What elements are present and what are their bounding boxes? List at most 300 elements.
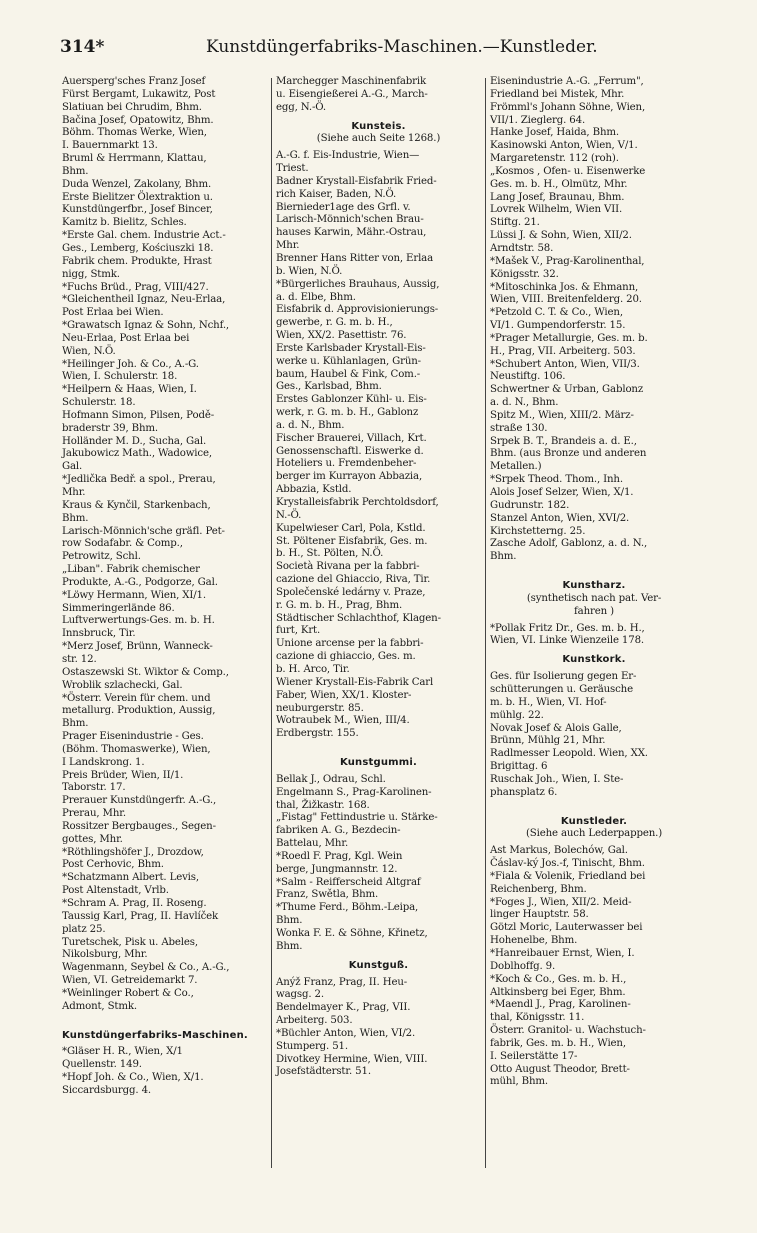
running-title: Kunstdüngerfabriks-Maschinen.—Kunstleder. xyxy=(206,37,598,57)
entry-line: *Srpek Theod. Thom., Inh. xyxy=(490,474,623,486)
entry-line: Biernieder1age des Grfl. v. xyxy=(276,201,411,213)
entry-line: Gal. xyxy=(62,461,83,473)
entry-line: b. Wien, N.Ö. xyxy=(276,265,343,277)
entry-line: *Thume Ferd., Böhm.-Leipa, xyxy=(276,902,419,914)
directory-entry xyxy=(276,202,481,253)
directory-entry xyxy=(62,474,267,500)
section-title: Kunstgummi. xyxy=(339,757,418,769)
directory-entry xyxy=(490,436,698,475)
directory-entry xyxy=(276,76,481,115)
entry-line: Post Cerhovic, Bhm. xyxy=(62,859,164,871)
entry-line: Fabrik chem. Produkte, Hrast xyxy=(62,255,212,267)
entry-line: *Prager Metallurgie, Ges. m. b. xyxy=(490,332,648,344)
entry-line: Mhr. xyxy=(62,487,86,498)
entry-line: Zasche Adolf, Gablonz, a. d. N., xyxy=(490,538,648,550)
entry-line: row Sodafabr. & Comp., xyxy=(62,538,183,550)
entry-line: Luftverwertungs-Ges. m. b. H. xyxy=(62,615,215,627)
entry-line: Wien, I. Schulerstr. 18. xyxy=(62,371,178,383)
entry-line: Divotkey Hermine, Wien, VIII. xyxy=(276,1053,428,1065)
entry-line: mühl, Bhm. xyxy=(490,1076,548,1088)
entry-line: hauses Karwin, Mähr.-Ostrau, xyxy=(276,227,427,239)
entry-line: m. b. H., Wien, VI. Hof- xyxy=(490,696,607,708)
entry-line: Erdbergstr. 155. xyxy=(276,728,359,740)
entry-line: Società Rivana per la fabbri- xyxy=(276,561,420,573)
entry-line: egg, N.-Ö. xyxy=(276,101,326,113)
entry-line: Ges. für Isolierung gegen Er- xyxy=(490,671,637,683)
directory-entry xyxy=(490,127,698,140)
entry-line: Metallen.) xyxy=(490,461,542,473)
entry-line: *Salm - Reifferscheid Altgraf xyxy=(276,876,421,888)
entry-line: wagsg. 2. xyxy=(276,989,324,1001)
entry-line: Bhm. xyxy=(62,718,89,730)
entry-line: Wien, XX/2. Pasettistr. 76. xyxy=(276,330,407,342)
entry-line: *Bürgerliches Brauhaus, Aussig, xyxy=(276,278,440,290)
entry-line: *Weinlinger Robert & Co., xyxy=(62,987,194,999)
entry-line: Ges., Lemberg, Kościuszki 18. xyxy=(62,242,214,254)
entry-line: Reichenberg, Bhm. xyxy=(490,883,587,895)
section-kunstduengerfabriks-maschinen xyxy=(62,1020,267,1043)
entry-line: I Landskrong. 1. xyxy=(62,756,145,768)
directory-entry xyxy=(276,787,481,813)
section-title: Kunsteis. xyxy=(351,120,406,132)
entry-line: Larisch-Mönnich'sche gräfl. Pet- xyxy=(62,525,225,537)
directory-entry xyxy=(490,845,698,858)
entry-line: Brünn, Mühlg 21, Mhr. xyxy=(490,735,606,747)
entry-line: Faber, Wien, XX/1. Kloster- xyxy=(276,689,412,701)
note-line: (Siehe auch Lederpappen.) xyxy=(525,828,663,840)
entry-line: Erstes Gablonzer Kühl- u. Eis- xyxy=(276,394,427,406)
directory-entry xyxy=(276,774,481,787)
entry-line: Čáslav-ký Jos.-f, Tinischt, Bhm. xyxy=(490,858,645,870)
entry-line: Genossenschaftl. Eiswerke d. xyxy=(276,445,424,457)
entry-line: Badner Krystall-Eisfabrik Fried- xyxy=(276,175,437,187)
entry-line: Kirchstetterng. 25. xyxy=(490,525,586,537)
entry-line: Nikolsburg, Mhr. xyxy=(62,949,148,961)
entry-line: gewerbe, r. G. m. b. H., xyxy=(276,317,393,329)
entry-line: gottes, Mhr. xyxy=(62,833,123,845)
entry-line: Wien, VI. Getreidemarkt 7. xyxy=(62,975,198,987)
page-header xyxy=(60,32,700,62)
entry-line: Petrowitz, Schl. xyxy=(62,551,141,563)
entry-line: Wien, VIII. Breitenfelderg. 20. xyxy=(490,294,642,306)
entry-line: Bhm. xyxy=(276,915,303,927)
entry-line: Hanke Josef, Haida, Bhm. xyxy=(490,127,619,139)
entry-line: Schulerstr. 18. xyxy=(62,397,136,409)
section-title: Kunstdüngerfabriks-Maschinen. xyxy=(62,1029,248,1041)
directory-entry xyxy=(276,613,481,639)
section-kunstharz xyxy=(490,570,698,619)
entry-line: Wagenmann, Seybel & Co., A.-G., xyxy=(62,962,230,974)
section-kunstgummi xyxy=(276,747,481,770)
entry-line: Bellak J., Odrau, Schl. xyxy=(276,773,386,785)
entry-line: Taussig Karl, Prag, II. Havlíček xyxy=(62,910,219,922)
directory-entry xyxy=(62,76,267,115)
entry-line: str. 12. xyxy=(62,653,97,665)
entry-line: Margaretenstr. 112 (roh). xyxy=(490,153,619,165)
directory-entry xyxy=(62,1046,267,1072)
directory-entry xyxy=(490,256,698,282)
directory-entry xyxy=(62,127,267,153)
directory-entry xyxy=(490,230,698,256)
entry-line: r. G. m. b. H., Prag, Bhm. xyxy=(276,599,403,611)
entry-line: *Maendl J., Prag, Karolinen- xyxy=(490,999,631,1011)
section-title: Kunstguß. xyxy=(348,959,409,971)
entry-line: Duda Wenzel, Zakolany, Bhm. xyxy=(62,178,212,190)
entry-line: A.-G. f. Eis-Industrie, Wien— xyxy=(276,150,420,162)
entry-line: Preis Brüder, Wien, II/1. xyxy=(62,769,184,781)
entry-line: Josefstädterstr. 51. xyxy=(276,1066,371,1078)
entry-line: platz 25. xyxy=(62,923,106,935)
directory-entry xyxy=(490,774,698,800)
entry-line: b. H. Arco, Tir. xyxy=(276,663,350,675)
section-note xyxy=(490,828,698,841)
entry-line: Ges. m. b. H., Olmütz, Mhr. xyxy=(490,178,628,190)
entry-line: Kamitz b. Bielitz, Schles. xyxy=(62,217,187,229)
directory-entry xyxy=(490,748,698,774)
entry-line: Doblhoffg. 9. xyxy=(490,960,556,972)
directory-entry xyxy=(276,902,481,928)
directory-entry xyxy=(490,922,698,948)
section-note xyxy=(276,133,481,146)
entry-line: *Hopf Joh. & Co., Wien, X/1. xyxy=(62,1072,204,1084)
column-divider xyxy=(485,78,486,1168)
entry-line: Larisch-Mönnich'schen Brau- xyxy=(276,214,424,226)
entry-line: a. d. Elbe, Bhm. xyxy=(276,291,356,303)
directory-entry xyxy=(62,962,267,988)
directory-entry xyxy=(490,204,698,230)
entry-line: *Roedl F. Prag, Kgl. Wein xyxy=(276,850,403,862)
entry-line: Gudrunstr. 182. xyxy=(490,499,570,511)
entry-line: Neustiftg. 106. xyxy=(490,371,566,383)
entry-line: Hoteliers u. Fremdenbeher- xyxy=(276,458,417,470)
entry-line: Städtischer Schlachthof, Klagen- xyxy=(276,612,441,624)
directory-entry xyxy=(276,812,481,851)
section-note xyxy=(490,593,698,619)
section-title: Kunstkork. xyxy=(562,654,626,666)
directory-entry xyxy=(490,723,698,749)
entry-line: I. Seilerstätte 17- xyxy=(490,1050,578,1062)
directory-entry xyxy=(276,561,481,587)
directory-entry xyxy=(62,282,267,295)
directory-entry xyxy=(490,333,698,359)
entry-line: nigg, Stmk. xyxy=(62,268,120,280)
entry-line: Spitz M., Wien, XIII/2. März- xyxy=(490,409,634,421)
entry-line: a. d. N., Bhm. xyxy=(276,419,345,431)
entry-line: Engelmann S., Prag-Karolinen- xyxy=(276,786,432,798)
entry-line: Fischer Brauerei, Villach, Krt. xyxy=(276,432,427,444)
entry-line: *Heilinger Joh. & Co., A.-G. xyxy=(62,358,199,370)
entry-line: *Grawatsch Ignaz & Sohn, Nchf., xyxy=(62,320,230,332)
entry-line: Quellenstr. 149. xyxy=(62,1059,142,1071)
entry-line: VI/1. Gumpendorferstr. 15. xyxy=(490,320,626,332)
section-kunstkork xyxy=(490,654,698,667)
directory-entry xyxy=(490,948,698,974)
page-number: 314* xyxy=(60,37,105,57)
directory-entry xyxy=(276,343,481,394)
entry-line: Holländer M. D., Sucha, Gal. xyxy=(62,435,207,447)
directory-entry xyxy=(62,821,267,847)
entry-line: (Böhm. Thomaswerke), Wien, xyxy=(62,743,211,755)
entry-line: Bhm. xyxy=(62,512,89,524)
entry-line: mühlg. 22. xyxy=(490,709,544,721)
entry-line: Triest. xyxy=(276,163,309,175)
entry-line: VII/1. Zieglerg. 64. xyxy=(490,114,586,126)
entry-line: Königsstr. 32. xyxy=(490,268,559,280)
entry-line: *Schatzmann Albert. Levis, xyxy=(62,872,199,884)
entry-line: Wien, VI. Linke Wienzeile 178. xyxy=(490,635,645,647)
entry-line: Brigittag. 6 xyxy=(490,761,548,773)
entry-line: *Löwy Hermann, Wien, XI/1. xyxy=(62,589,206,601)
entry-line: *Heilpern & Haas, Wien, I. xyxy=(62,384,197,396)
column-right xyxy=(490,76,698,1089)
column-left xyxy=(62,76,267,1098)
entry-line: *Österr. Verein für chem. und xyxy=(62,692,211,704)
entry-line: Lüssi J. & Sohn, Wien, XII/2. xyxy=(490,230,632,242)
directory-entry xyxy=(276,394,481,433)
entry-line: Slatiuan bei Chrudim, Bhm. xyxy=(62,101,202,113)
entry-line: Fürst Bergamt, Lukawitz, Post xyxy=(62,88,216,100)
entry-line: Novak Josef & Alois Galle, xyxy=(490,722,622,734)
entry-line: Bruml & Herrmann, Klattau, xyxy=(62,153,207,165)
entry-line: „Kosmos , Ofen- u. Eisenwerke xyxy=(490,165,646,177)
entry-line: Společenské ledárny v. Praze, xyxy=(276,586,426,598)
directory-entry xyxy=(276,446,481,497)
entry-line: Schwertner & Urban, Gablonz xyxy=(490,384,644,396)
entry-line: Bhm. xyxy=(62,165,89,177)
directory-entry xyxy=(62,937,267,963)
directory-entry xyxy=(490,538,698,564)
entry-line: Lang Josef, Braunau, Bhm. xyxy=(490,191,625,203)
directory-entry xyxy=(276,304,481,343)
entry-line: u. Eisengießerei A.-G., March- xyxy=(276,88,428,100)
entry-line: Kraus & Kynčil, Starkenbach, xyxy=(62,499,211,511)
directory-entry xyxy=(62,590,267,616)
entry-line: cazione del Ghiaccio, Riva, Tir. xyxy=(276,574,431,586)
entry-line: Post Altenstadt, Vrlb. xyxy=(62,885,169,897)
entry-line: Lovrek Wilhelm, Wien VII. xyxy=(490,204,623,216)
directory-entry xyxy=(490,1025,698,1064)
directory-entry xyxy=(490,192,698,205)
entry-line: thal, Königsstr. 11. xyxy=(490,1012,585,1024)
entry-line: Kupelwieser Carl, Pola, Kstld. xyxy=(276,522,426,534)
entry-line: neuburgerstr. 85. xyxy=(276,702,364,714)
directory-entry xyxy=(490,474,698,513)
entry-line: Kunstdüngerfbr., Josef Bincer, xyxy=(62,204,213,216)
directory-entry xyxy=(62,230,267,256)
entry-line: schütterungen u. Geräusche xyxy=(490,683,633,695)
entry-line: Hofmann Simon, Pilsen, Podě- xyxy=(62,409,214,421)
section-kunstguss xyxy=(276,960,481,973)
entry-line: *Fuchs Brüd., Prag, VIII/427. xyxy=(62,281,209,293)
entry-line: Otto August Theodor, Brett- xyxy=(490,1063,630,1075)
entry-line: metallurg. Produktion, Aussig, xyxy=(62,705,216,717)
directory-entry xyxy=(490,897,698,923)
entry-line: Marchegger Maschinenfabrik xyxy=(276,76,427,87)
entry-line: Alois Josef Selzer, Wien, X/1. xyxy=(490,487,634,498)
entry-line: „Fistag" Fettindustrie u. Stärke- xyxy=(276,812,438,824)
entry-line: Srpek B. T., Brandeis a. d. E., xyxy=(490,435,637,447)
entry-line: Unione arcense per la fabbri- xyxy=(276,638,424,650)
entry-line: Bhm. xyxy=(490,551,517,563)
entry-line: Krystalleisfabrik Perchtoldsdorf, xyxy=(276,497,439,508)
directory-entry xyxy=(62,526,267,565)
directory-entry xyxy=(490,307,698,333)
entry-line: Brenner Hans Ritter von, Erlaa xyxy=(276,252,434,264)
entry-line: *Gleichentheil Ignaz, Neu-Erlaa, xyxy=(62,294,226,306)
entry-line: Österr. Granitol- u. Wachstuch- xyxy=(490,1025,646,1037)
note-line: (synthetisch nach pat. Ver- xyxy=(526,592,662,604)
directory-entry xyxy=(62,898,267,911)
directory-entry xyxy=(62,500,267,526)
entry-line: *Schram A. Prag, II. Roseng. xyxy=(62,898,207,909)
directory-entry xyxy=(490,671,698,722)
directory-entry xyxy=(276,715,481,741)
directory-entry xyxy=(62,770,267,796)
column-middle xyxy=(276,76,481,1079)
directory-entry xyxy=(62,847,267,873)
entry-line: a. d. N., Bhm. xyxy=(490,397,559,409)
entry-line: *Pollak Fritz Dr., Ges. m. b. H., xyxy=(490,622,645,634)
entry-line: Erste Karlsbader Krystall-Eis- xyxy=(276,342,426,354)
directory-entry xyxy=(276,523,481,536)
entry-line: *Jedlička Bedř. a spol., Prerau, xyxy=(62,474,216,486)
entry-line: Ges., Karlsbad, Bhm. xyxy=(276,381,382,393)
entry-line: braderstr 39, Bhm. xyxy=(62,422,159,434)
entry-line: berger im Kurrayon Abbazia, xyxy=(276,471,423,483)
entry-line: Siccardsburgg. 4. xyxy=(62,1084,151,1096)
directory-entry xyxy=(276,536,481,562)
directory-entry xyxy=(490,384,698,410)
entry-line: Wonka F. E. & Söhne, Křinetz, xyxy=(276,928,428,939)
directory-entry xyxy=(276,851,481,877)
entry-line: Friedland bei Mistek, Mhr. xyxy=(490,88,625,100)
directory-entry xyxy=(490,140,698,166)
entry-line: *Büchler Anton, Wien, VI/2. xyxy=(276,1027,416,1039)
entry-line: Admont, Stmk. xyxy=(62,1000,137,1012)
entry-line: Wotraubek M., Wien, III/4. xyxy=(276,715,410,727)
entry-line: Frömml's Johann Söhne, Wien, xyxy=(490,101,646,113)
entry-line: Wiener Krystall-Eis-Fabrik Carl xyxy=(276,676,434,688)
directory-entry xyxy=(62,359,267,385)
entry-line: Prerau, Mhr. xyxy=(62,808,126,820)
entry-line: Auersperg'sches Franz Josef xyxy=(62,76,206,87)
directory-entry xyxy=(490,282,698,308)
directory-entry xyxy=(62,1072,267,1098)
entry-line: Wroblik szlachecki, Gal. xyxy=(62,679,183,691)
entry-line: Bačina Josef, Opatowitz, Bhm. xyxy=(62,114,214,126)
entry-line: Bhm. (aus Bronze und anderen xyxy=(490,448,647,460)
directory-entry xyxy=(276,253,481,279)
entry-line: linger Hauptstr. 58. xyxy=(490,909,589,921)
entry-line: Turetschek, Pisk u. Abeles, xyxy=(62,936,198,948)
directory-entry xyxy=(62,448,267,474)
section-kunsteis xyxy=(276,121,481,147)
directory-entry xyxy=(276,877,481,903)
directory-entry xyxy=(62,795,267,821)
section-title: Kunstleder. xyxy=(560,815,628,827)
directory-entry xyxy=(490,1064,698,1090)
entry-line: werke u. Kühlanlagen, Grün- xyxy=(276,355,421,367)
entry-line: *Erste Gal. chem. Industrie Act.- xyxy=(62,230,226,242)
entry-line: Prerauer Kunstdüngerfr. A.-G., xyxy=(62,795,217,807)
note-line: (Siehe auch Seite 1268.) xyxy=(316,133,441,145)
entry-line: Hohenelbe, Bhm. xyxy=(490,935,578,947)
entry-line: Taborstr. 17. xyxy=(62,782,126,794)
section-kunstleder xyxy=(490,806,698,842)
entry-line: Post Erlaa bei Wien. xyxy=(62,307,164,319)
entry-line: Anýž Franz, Prag, II. Heu- xyxy=(276,976,408,988)
entry-line: Arndtstr. 58. xyxy=(490,242,554,254)
entry-line: berge, Jungmannstr. 12. xyxy=(276,863,398,875)
directory-entry xyxy=(276,1002,481,1028)
entry-line: Erste Bielitzer Ölextraktion u. xyxy=(62,191,213,203)
directory-entry xyxy=(490,974,698,1000)
entry-line: Produkte, A.-G., Podgorze, Gal. xyxy=(62,576,218,588)
directory-entry xyxy=(490,76,698,102)
directory-entry xyxy=(490,871,698,897)
directory-entry xyxy=(276,433,481,446)
directory-entry xyxy=(490,359,698,385)
directory-entry xyxy=(62,320,267,359)
entry-line: Innsbruck, Tir. xyxy=(62,628,136,640)
entry-line: H., Prag, VII. Arbeiterg. 503. xyxy=(490,345,636,357)
entry-line: Ast Markus, Bolechów, Gal. xyxy=(490,845,628,857)
directory-entry xyxy=(276,176,481,202)
column-divider xyxy=(271,78,272,1168)
entry-line: Stumperg. 51. xyxy=(276,1040,348,1052)
entry-line: N.-Ö. xyxy=(276,509,302,521)
directory-entry xyxy=(276,1028,481,1054)
entry-line: Stiftg. 21. xyxy=(490,217,540,229)
directory-entry xyxy=(62,115,267,128)
entry-line: furt, Krt. xyxy=(276,625,321,637)
entry-line: Rossitzer Bergbauges., Segen- xyxy=(62,820,216,832)
entry-line: Battelau, Mhr. xyxy=(276,838,349,850)
directory-entry xyxy=(62,667,267,693)
directory-entry xyxy=(62,641,267,667)
directory-entry xyxy=(276,497,481,523)
entry-line: *Fiala & Volenik, Friedland bei xyxy=(490,870,646,882)
directory-entry xyxy=(62,615,267,641)
entry-line: *Schubert Anton, Wien, VII/3. xyxy=(490,358,640,370)
entry-line: *Röthlingshöfer J., Drozdow, xyxy=(62,846,204,858)
entry-line: Altkinsberg bei Eger, Bhm. xyxy=(490,986,626,998)
entry-line: straße 130. xyxy=(490,422,548,434)
entry-line: baum, Haubel & Fink, Com.- xyxy=(276,368,421,380)
entry-line: Götzl Moric, Lauterwasser bei xyxy=(490,922,643,934)
entry-line: fabrik, Ges. m. b. H., Wien, xyxy=(490,1037,626,1049)
directory-entry xyxy=(490,858,698,871)
entry-line: St. Pöltener Eisfabrik, Ges. m. xyxy=(276,535,428,547)
entry-line: *Petzold C. T. & Co., Wien, xyxy=(490,307,623,319)
entry-line: *Mitoschinka Jos. & Ehmann, xyxy=(490,281,639,293)
entry-line: Franz, Swětla, Bhm. xyxy=(276,889,379,901)
entry-line: Ruschak Joh., Wien, I. Ste- xyxy=(490,773,624,785)
entry-line: Bhm. xyxy=(276,940,303,952)
directory-entry xyxy=(62,911,267,937)
entry-line: cazione di ghiaccio, Ges. m. xyxy=(276,651,416,663)
entry-line: Ostaszewski St. Wiktor & Comp., xyxy=(62,666,229,678)
entry-line: Bendelmayer K., Prag, VII. xyxy=(276,1002,411,1014)
entry-line: Prager Eisenindustrie - Ges. xyxy=(62,731,204,743)
entry-line: Eisenindustrie A.-G. „Ferrum", xyxy=(490,76,644,87)
entry-line: „Liban". Fabrik chemischer xyxy=(62,564,200,576)
entry-line: Böhm. Thomas Werke, Wien, xyxy=(62,127,207,139)
directory-entry xyxy=(276,279,481,305)
entry-line: I. Bauernmarkt 13. xyxy=(62,140,158,152)
directory-entry xyxy=(490,999,698,1025)
entry-line: *Merz Josef, Brünn, Wanneck- xyxy=(62,641,213,653)
